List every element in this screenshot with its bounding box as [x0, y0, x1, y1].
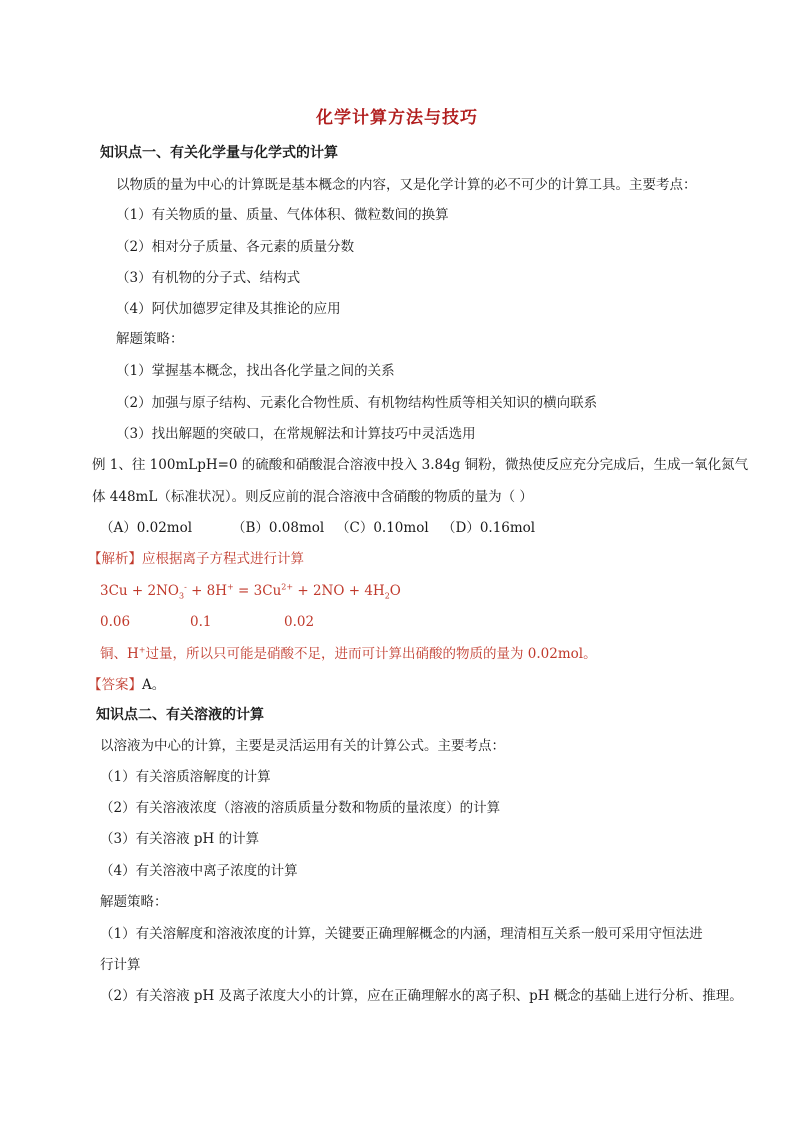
section2-intro: 以溶液为中心的计算，主要是灵活运用有关的计算公式。主要考点：	[100, 738, 505, 754]
conclusion-part: 过量，所以只可能是硝酸不足，进而可计算出硝酸的物质的量为 0.02mol。	[145, 646, 597, 662]
section1-strategy-2: （2）加强与原子结构、元素化合物性质、有机物结构性质等相关知识的横向联系	[116, 395, 598, 411]
option-a: （A）0.02mol	[100, 520, 193, 536]
option-b: （B）0.08mol	[232, 520, 325, 536]
section2-strategy-1-line-2: 行计算	[100, 957, 141, 973]
example-1-line-2: 体 448mL（标准状况）。则反应前的混合溶液中含硝酸的物质的量为（ ）	[92, 489, 533, 505]
amount-hydrogen: 0.02	[284, 614, 315, 630]
amount-cu: 0.06	[100, 614, 131, 630]
document-title: 化学计算方法与技巧	[316, 108, 478, 128]
section1-heading: 知识点一、有关化学量与化学式的计算	[100, 145, 338, 161]
section1-point-3: （3）有机物的分子式、结构式	[116, 270, 301, 286]
conclusion-superscript: +	[138, 645, 146, 655]
equation-amounts	[100, 613, 734, 631]
analysis-conclusion	[100, 645, 734, 663]
section2-point-3: （3）有关溶液 pH 的计算	[100, 831, 260, 847]
section1-point-2: （2）相对分子质量、各元素的质量分数	[116, 239, 355, 255]
conclusion-part: 铜、H	[100, 646, 139, 662]
amount-nitrate: 0.1	[190, 614, 212, 630]
equation-subscript: 3	[178, 591, 185, 601]
section2-strategy-1-line-1: （1）有关溶解度和溶液浓度的计算，关键要正确理解概念的内涵，理清相互关系一般可采用守恒法进	[100, 926, 703, 942]
section1-strategy-1: （1）掌握基本概念，找出各化学量之间的关系	[116, 363, 395, 379]
equation-superscript: -	[184, 582, 187, 592]
section2-point-1: （1）有关溶质溶解度的计算	[100, 769, 271, 785]
answer-line	[88, 676, 734, 694]
section1-point-1: （1）有关物质的量、质量、气体体积、微粒数间的换算	[116, 207, 449, 223]
equation-superscript: +	[227, 582, 234, 592]
section1-intro: 以物质的量为中心的计算既是基本概念的内容，又是化学计算的必不可少的计算工具。主要考点：	[116, 177, 697, 193]
equation-part: + 8H	[186, 583, 228, 599]
equation-superscript: 2+	[281, 582, 294, 592]
equation-part: 3Cu + 2NO	[100, 583, 179, 599]
analysis-label: 【解析】	[88, 551, 142, 567]
section1-point-4: （4）阿伏加德罗定律及其推论的应用	[116, 301, 341, 317]
equation-subscript: 2	[384, 591, 390, 601]
section2-strategy-label: 解题策略：	[100, 894, 168, 910]
option-c: （C）0.10mol	[336, 520, 429, 536]
section2-point-2: （2）有关溶液浓度（溶液的溶质质量分数和物质的量浓度）的计算	[100, 800, 501, 816]
example-1-options	[100, 519, 734, 537]
section2-strategy-2: （2）有关溶液 pH 及离子浓度大小的计算，应在正确理解水的离子积、pH 概念的基础上进行分析、推理。	[100, 988, 743, 1004]
example-1-line-1: 例 1、往 100mLpH=0 的硫酸和硝酸混合溶液中投入 3.84g 铜粉，微热使反应充分完成后，生成一氧化氮气	[92, 457, 749, 473]
section1-strategy-label: 解题策略：	[116, 331, 184, 347]
analysis-line	[88, 550, 734, 568]
equation-part: O	[389, 583, 401, 599]
equation-part: = 3Cu	[233, 583, 282, 599]
section2-heading: 知识点二、有关溶液的计算	[96, 707, 264, 723]
section2-point-4: （4）有关溶液中离子浓度的计算	[100, 863, 298, 879]
option-d: （D）0.16mol	[442, 520, 536, 536]
analysis-text: 应根据离子方程式进行计算	[142, 551, 304, 567]
equation-part: + 2NO + 4H	[293, 583, 385, 599]
answer-label: 【答案】	[88, 677, 142, 693]
ionic-equation	[100, 582, 734, 600]
section1-strategy-3: （3）找出解题的突破口，在常规解法和计算技巧中灵活选用	[116, 426, 476, 442]
answer-text: A。	[142, 677, 166, 693]
